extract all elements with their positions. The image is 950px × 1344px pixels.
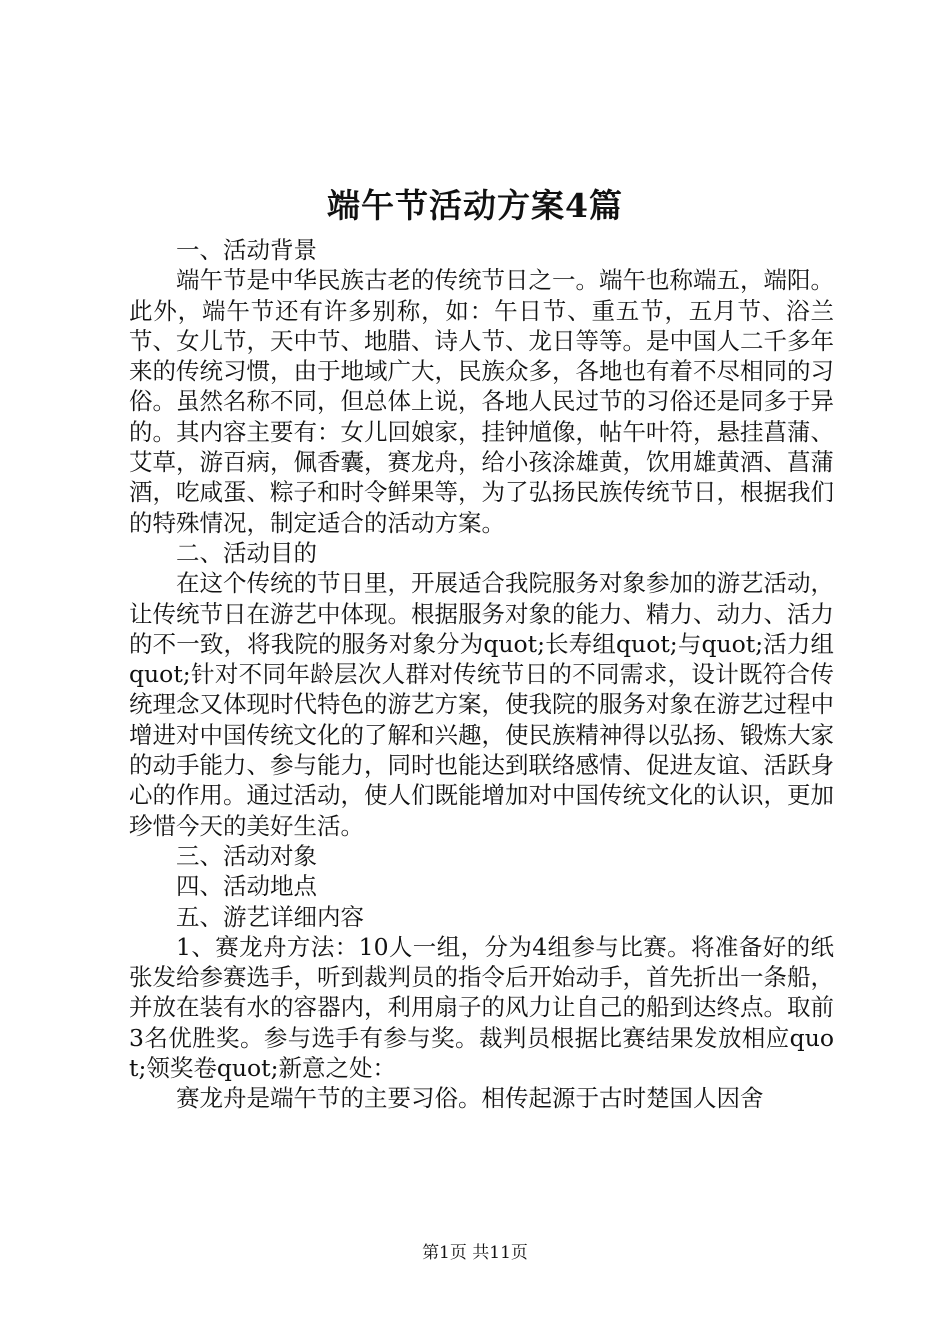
paragraph-purpose: 在这个传统的节日里，开展适合我院服务对象参加的游艺活动，让传统节日在游艺中体现。根据服务对象的能力、精力、动力、活力的不一致，将我院的服务对象分为quot;长寿组quot;与quot;活力组quot;针对不同年龄层次人群对传统节日的不同需求，设计既符合传统理念又体现时代特色的游艺方案，使我院的服务对象在游艺过程中增进对中国传统文化的了解和兴趣，使民族精神得以弘扬、锻炼大家的动手能力、参与能力，同时也能达到联络感情、促进友谊、活跃身心的作用。通过活动，使人们既能增加对中国传统文化的认识，更加珍惜今天的美好生活。	[129, 569, 834, 840]
paragraph-dragon-boat-origin: 赛龙舟是端午节的主要习俗。相传起源于古时楚国人因舍	[176, 1084, 764, 1113]
section-heading-location: 四、活动地点	[176, 872, 317, 901]
section-heading-background: 一、活动背景	[176, 236, 317, 264]
document-title: 端午节活动方案4篇	[327, 186, 623, 225]
section-heading-purpose: 二、活动目的	[176, 538, 317, 567]
paragraph-background: 端午节是中华民族古老的传统节日之一。端午也称端五，端阳。此外，端午节还有许多别称，如：午日节、重五节，五月节、浴兰节、女儿节，天中节、地腊、诗人节、龙日等等。是中国人二千多年来的传统习惯，由于地域广大，民族众多，各地也有着不尽相同的习俗。虽然名称不同，但总体上说，各地人民过节的习俗还是同多于异的。其内容主要有：女儿回娘家，挂钟馗像，帖午叶符，悬挂菖蒲、艾草，游百病，佩香囊，赛龙舟，给小孩涂雄黄，饮用雄黄酒、菖蒲酒，吃咸蛋、粽子和时令鲜果等，为了弘扬民族传统节日，根据我们的特殊情况，制定适合的活动方案。	[129, 266, 834, 537]
section-heading-details: 五、游艺详细内容	[176, 902, 364, 931]
paragraph-dragon-boat-method: 1、赛龙舟方法：10人一组，分为4组参与比赛。将准备好的纸张发给参赛选手，听到裁判员的指令后开始动手，首先折出一条船，并放在装有水的容器内，利用扇子的风力让自己的船到达终点。取前3名优胜奖。参与选手有参与奖。裁判员根据比赛结果发放相应quot;领奖卷quot;新意之处：	[129, 932, 834, 1083]
document-body	[129, 235, 834, 1114]
page-number-footer: 第1页 共11页	[422, 1243, 528, 1263]
section-heading-audience: 三、活动对象	[176, 841, 317, 870]
